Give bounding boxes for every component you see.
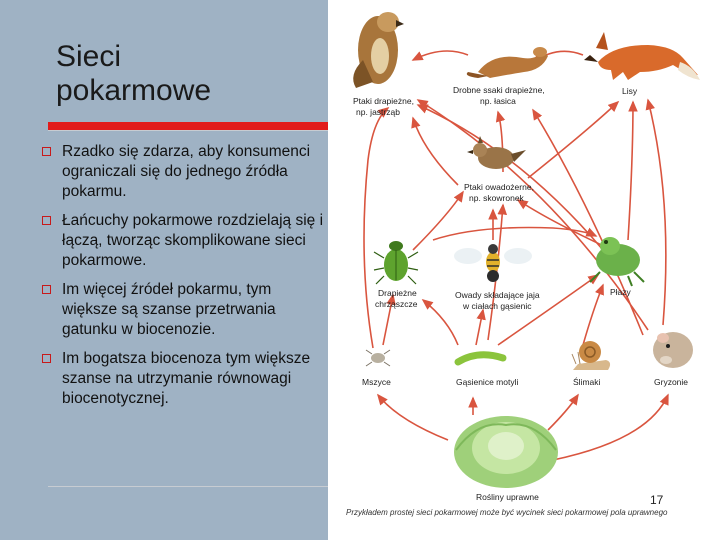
label-cabbage: Rośliny uprawne xyxy=(476,492,539,502)
divider-line-top xyxy=(48,130,328,131)
arrow-cabbage-to-aphid xyxy=(378,395,448,440)
label-aphid: Mszyce xyxy=(362,377,391,387)
arrow-caterpillar-to-wasp xyxy=(476,310,483,345)
label-snail: Ślimaki xyxy=(573,377,601,387)
label-fox: Lisy xyxy=(622,86,638,96)
label-weasel: Drobne ssaki drapieżne, np. łasica xyxy=(453,85,545,106)
arrow-caterpillar-to-beetle xyxy=(423,300,458,345)
arrow-beetle-to-frog xyxy=(433,228,596,241)
food-web-svg xyxy=(328,0,720,540)
bullet-text: Łańcuchy pokarmowe rozdzielają się i łączą, tworząc skomplikowane sieci pokarmowe. xyxy=(62,212,324,269)
weasel-icon xyxy=(467,47,548,78)
label-hawk: Ptaki drapieżne, np. jastrząb xyxy=(353,96,414,117)
wasp-icon xyxy=(454,244,532,282)
bullet-text: Rzadko się zdarza, aby konsumenci ograniczali się do jednego źródła pokarmu. xyxy=(62,143,311,200)
diagram-caption: Przykładem prostej sieci pokarmowej może być wycinek sieci pokarmowej pola uprawnego xyxy=(346,508,668,517)
square-bullet-icon xyxy=(42,285,51,294)
fox-icon xyxy=(584,32,700,80)
beetle-icon xyxy=(374,241,418,284)
square-bullet-icon xyxy=(42,216,51,225)
arrow-frog-to-fox xyxy=(628,102,633,240)
bullet-item xyxy=(42,280,324,340)
food-web-diagram xyxy=(328,0,720,540)
arrow-aphid-to-hawk xyxy=(364,108,388,348)
arrow-weasel-to-hawk xyxy=(413,51,468,60)
cabbage-icon xyxy=(454,416,558,488)
snail-icon xyxy=(572,341,610,370)
page-number: 17 xyxy=(650,493,664,507)
label-caterpillar: Gąsienice motyli xyxy=(456,377,519,387)
bullet-text: Im bogatsza biocenoza tym większe szanse na utrzymanie równowagi biocenotycznej. xyxy=(62,350,311,407)
divider-line-bottom xyxy=(48,486,328,487)
slide-title: Sieci pokarmowe xyxy=(56,40,212,107)
label-frog: Płazy xyxy=(610,287,631,297)
label-wasp: Owady składające jaja w ciałach gąsienic xyxy=(455,290,540,311)
square-bullet-icon xyxy=(42,354,51,363)
caterpillar-icon xyxy=(458,355,503,362)
arrow-rodent-to-weasel xyxy=(533,110,643,335)
arrow-rodent-to-fox xyxy=(648,100,666,325)
bullet-item xyxy=(42,211,324,271)
label-rodent: Gryzonie xyxy=(654,377,689,387)
bullet-text: Im więcej źródeł pokarmu, tym większe są szanse przetrwania gatunku w biocenozie. xyxy=(62,281,276,338)
arrow-lark-to-hawk xyxy=(413,118,458,185)
arrow-snail-to-frog xyxy=(583,285,603,345)
square-bullet-icon xyxy=(42,147,51,156)
label-beetle: Drapieżne chrząszcze xyxy=(375,288,418,309)
hawk-icon xyxy=(353,12,404,88)
title-accent-bar xyxy=(48,122,328,130)
arrow-lark-to-fox xyxy=(528,102,618,178)
bullet-item xyxy=(42,349,324,409)
arrow-beetle-to-lark xyxy=(413,192,463,250)
rodent-icon xyxy=(653,332,693,368)
bullet-list xyxy=(42,142,324,418)
bullet-item xyxy=(42,142,324,202)
aphid-icon xyxy=(366,350,390,366)
label-lark: Ptaki owadożerne, np. skowronek xyxy=(464,182,534,203)
arrow-cabbage-to-snail xyxy=(548,395,578,430)
